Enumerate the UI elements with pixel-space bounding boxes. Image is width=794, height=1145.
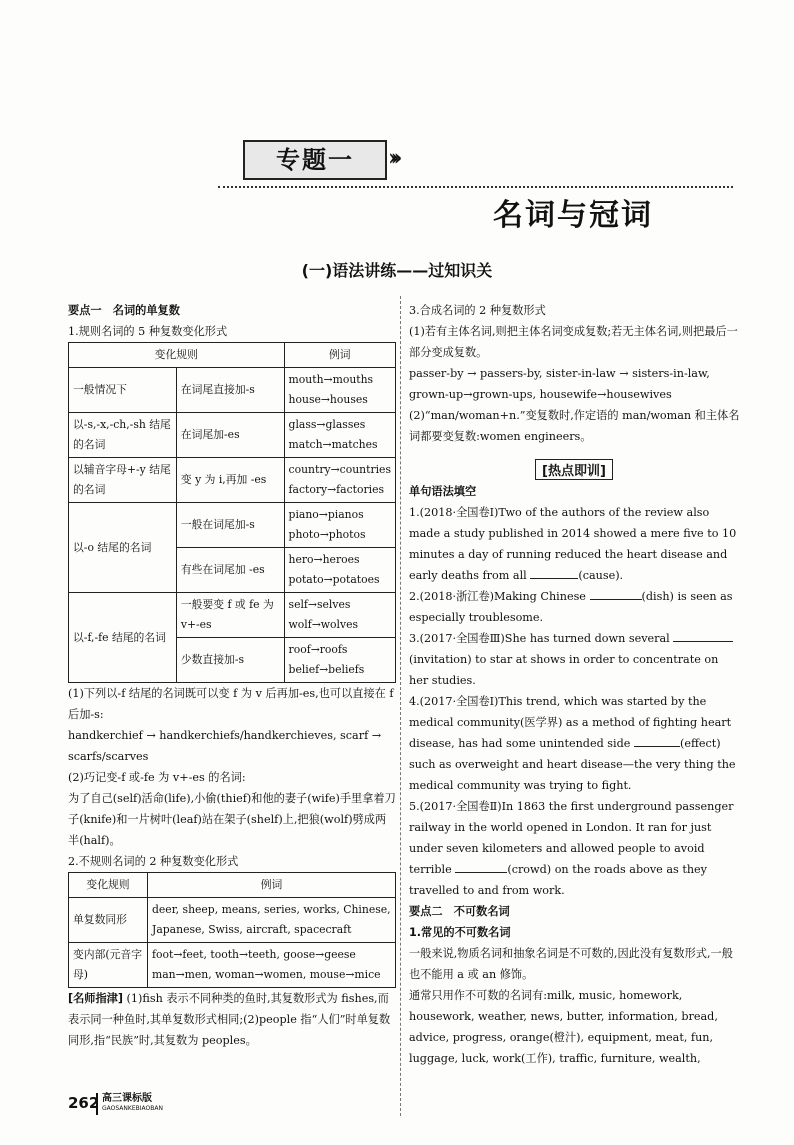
exercise-heading: 单句语法填空 bbox=[409, 485, 477, 498]
point2-heading: 要点二 不可数名词 bbox=[409, 905, 510, 918]
example: self→selves bbox=[288, 598, 351, 611]
book-title-cn: 高三课标版 bbox=[102, 1093, 152, 1104]
answer-blank[interactable] bbox=[673, 641, 733, 642]
exercise-text: 4.(2017·全国卷Ⅰ)This trend, which was started by the medical community(医学界) as a method of fighting heart disease, has had some unintended side bbox=[409, 695, 732, 750]
table-cell bbox=[284, 413, 395, 458]
chevron-icon: ››› bbox=[388, 145, 397, 171]
example: potato→potatoes bbox=[288, 573, 380, 586]
table-header: 变化规则 bbox=[69, 343, 285, 368]
exercise-text: (dish) is seen as especially troublesome. bbox=[409, 590, 733, 624]
sub3-heading: 3.合成名词的 2 种复数形式 bbox=[409, 304, 546, 317]
table-cell: 以-f,-fe 结尾的名词 bbox=[69, 593, 177, 683]
column-divider bbox=[400, 296, 401, 1116]
plural-rules-table bbox=[68, 342, 396, 683]
book-title-pinyin: GAOSANKEBIAOBAN bbox=[102, 1105, 163, 1112]
table-cell: 变内部(元音字母) bbox=[69, 943, 148, 988]
uncountable-2: 通常只用作不可数的名词有:milk, music, homework, housework, weather, news, butter, information, bread, advice, progress, orange(橙汁), equipment, meat, fun, luggage, luck, work(工作), traffic, furniture, wealth, bbox=[409, 989, 718, 1065]
compound-rule-1: (1)若有主体名词,则把主体名词变成复数;若无主体名词,则把最后一部分变成复数。 bbox=[409, 325, 738, 359]
table-header: 变化规则 bbox=[69, 873, 148, 898]
table-row bbox=[69, 413, 396, 458]
table-cell bbox=[284, 593, 395, 638]
table-row bbox=[69, 368, 396, 413]
note1-b: handkerchief → handkerchiefs/handkerchieves, scarf → scarfs/scarves bbox=[68, 729, 382, 763]
exercise-text: 5.(2017·全国卷Ⅱ)In 1863 the first underground passenger railway in the world opened in London. It ran for just under seven kilometers and allowed people to avoid terrible bbox=[409, 800, 734, 876]
table-cell: 一般情况下 bbox=[69, 368, 177, 413]
answer-blank[interactable] bbox=[455, 872, 507, 873]
example: hero→heroes bbox=[288, 553, 360, 566]
exercise-text: (crowd) on the roads above as they travelled to and from work. bbox=[409, 863, 707, 897]
exercise-text: 3.(2017·全国卷Ⅲ)She has turned down several bbox=[409, 632, 670, 645]
table-row bbox=[69, 503, 396, 548]
divider bbox=[218, 186, 733, 188]
table-cell: 单复数同形 bbox=[69, 898, 148, 943]
table-row bbox=[69, 458, 396, 503]
table-cell bbox=[284, 503, 395, 548]
table-cell bbox=[284, 548, 395, 593]
example: house→houses bbox=[288, 393, 368, 406]
answer-blank[interactable] bbox=[590, 599, 642, 600]
table-row bbox=[69, 898, 396, 943]
exercise-5 bbox=[409, 796, 741, 901]
irregular-table bbox=[68, 872, 396, 988]
table-cell bbox=[284, 458, 395, 503]
exercise-3 bbox=[409, 628, 741, 691]
answer-blank[interactable] bbox=[530, 578, 578, 579]
table-cell: 有些在词尾加 -es bbox=[176, 548, 284, 593]
example: belief→beliefs bbox=[288, 663, 365, 676]
exercise-text: (effect) such as overweight and heart disease—the very thing the medical community was trying to fight. bbox=[409, 737, 736, 792]
example: photo→photos bbox=[288, 528, 366, 541]
table-row bbox=[69, 943, 396, 988]
table-cell: deer, sheep, means, series, works, Chinese, Japanese, Swiss, aircraft, spacecraft bbox=[148, 898, 396, 943]
table-cell: 一般要变 f 或 fe 为 v+-es bbox=[176, 593, 284, 638]
table-cell: 在词尾加-es bbox=[176, 413, 284, 458]
table-row bbox=[69, 593, 396, 638]
example: country→countries bbox=[288, 463, 391, 476]
table-cell: 在词尾直接加-s bbox=[176, 368, 284, 413]
note2-b: 为了自己(self)活命(life),小偷(thief)和他的妻子(wife)手里拿着刀子(knife)和一片树叶(leaf)站在架子(shelf)上,把狼(wolf)劈成两半(half)。 bbox=[68, 792, 396, 847]
topic-label: 专题一 bbox=[243, 140, 387, 180]
table-cell: 少数直接加-s bbox=[176, 638, 284, 683]
example: roof→roofs bbox=[288, 643, 348, 656]
answer-blank[interactable] bbox=[634, 746, 680, 747]
table-cell: 以-s,-x,-ch,-sh 结尾的名词 bbox=[69, 413, 177, 458]
teacher-label: [名师指津] bbox=[68, 992, 123, 1005]
teacher-text: (1)fish 表示不同种类的鱼时,其复数形式为 fishes,而表示同一种鱼时,其单复数形式相同;(2)people 指“人们”时单复数同形,指“民族”时,其复数为 peoples。 bbox=[68, 992, 391, 1047]
table-header: 例词 bbox=[284, 343, 395, 368]
table-cell: 以-o 结尾的名词 bbox=[69, 503, 177, 593]
left-column bbox=[68, 300, 396, 1051]
exercise-text: 1.(2018·全国卷Ⅰ)Two of the authors of the review also made a study published in 2014 showed a mere five to 10 minutes a day of running reduced the heart disease and early deaths from all bbox=[409, 506, 737, 582]
exercise-text: 2.(2018·浙江卷)Making Chinese bbox=[409, 590, 586, 603]
uncountable-1: 一般来说,物质名词和抽象名词是不可数的,因此没有复数形式,一般也不能用 a 或 an 修饰。 bbox=[409, 947, 733, 981]
table-cell bbox=[284, 638, 395, 683]
table-cell bbox=[284, 368, 395, 413]
point1-heading: 要点一 名词的单复数 bbox=[68, 304, 180, 317]
sub4-heading: 1.常见的不可数名词 bbox=[409, 926, 511, 939]
compound-rule-2: (2)“man/woman+n.”变复数时,作定语的 man/woman 和主体名词都要变复数:women engineers。 bbox=[409, 409, 740, 443]
footer-divider bbox=[96, 1093, 98, 1115]
table-header: 例词 bbox=[148, 873, 396, 898]
right-column bbox=[409, 300, 741, 1069]
hot-label: [热点即训] bbox=[535, 459, 613, 480]
example: mouth→mouths bbox=[288, 373, 374, 386]
exercise-4 bbox=[409, 691, 741, 796]
example: wolf→wolves bbox=[288, 618, 359, 631]
table-cell: 以辅音字母+-y 结尾的名词 bbox=[69, 458, 177, 503]
sub2-heading: 2.不规则名词的 2 种复数变化形式 bbox=[68, 855, 239, 868]
example: glass→glasses bbox=[288, 418, 366, 431]
exercise-text: (cause). bbox=[578, 569, 624, 582]
sub1-heading: 1.规则名词的 5 种复数变化形式 bbox=[68, 325, 228, 338]
table-cell: 一般在词尾加-s bbox=[176, 503, 284, 548]
table-cell: foot→feet, tooth→teeth, goose→geese man→men, woman→women, mouse→mice bbox=[148, 943, 396, 988]
example: factory→factories bbox=[288, 483, 385, 496]
exercise-1 bbox=[409, 502, 741, 586]
note1-a: (1)下列以-f 结尾的名词既可以变 f 为 v 后再加-es,也可以直接在 f 后加-s: bbox=[68, 687, 394, 721]
note2-a: (2)巧记变-f 或-fe 为 v+-es 的名词: bbox=[68, 771, 246, 784]
page-number: 262 bbox=[68, 1094, 100, 1112]
example: piano→pianos bbox=[288, 508, 364, 521]
section-title: (一)语法讲练——过知识关 bbox=[301, 261, 493, 280]
book-title bbox=[102, 1093, 163, 1113]
compound-examples: passer-by → passers-by, sister-in-law → sisters-in-law, grown-up→grown-ups, housewife→housewives bbox=[409, 367, 710, 401]
example: match→matches bbox=[288, 438, 378, 451]
exercise-text: (invitation) to star at shows in order to concentrate on her studies. bbox=[409, 653, 719, 687]
exercise-2 bbox=[409, 586, 741, 628]
page-title: 名词与冠词 bbox=[493, 198, 653, 233]
table-cell: 变 y 为 i,再加 -es bbox=[176, 458, 284, 503]
